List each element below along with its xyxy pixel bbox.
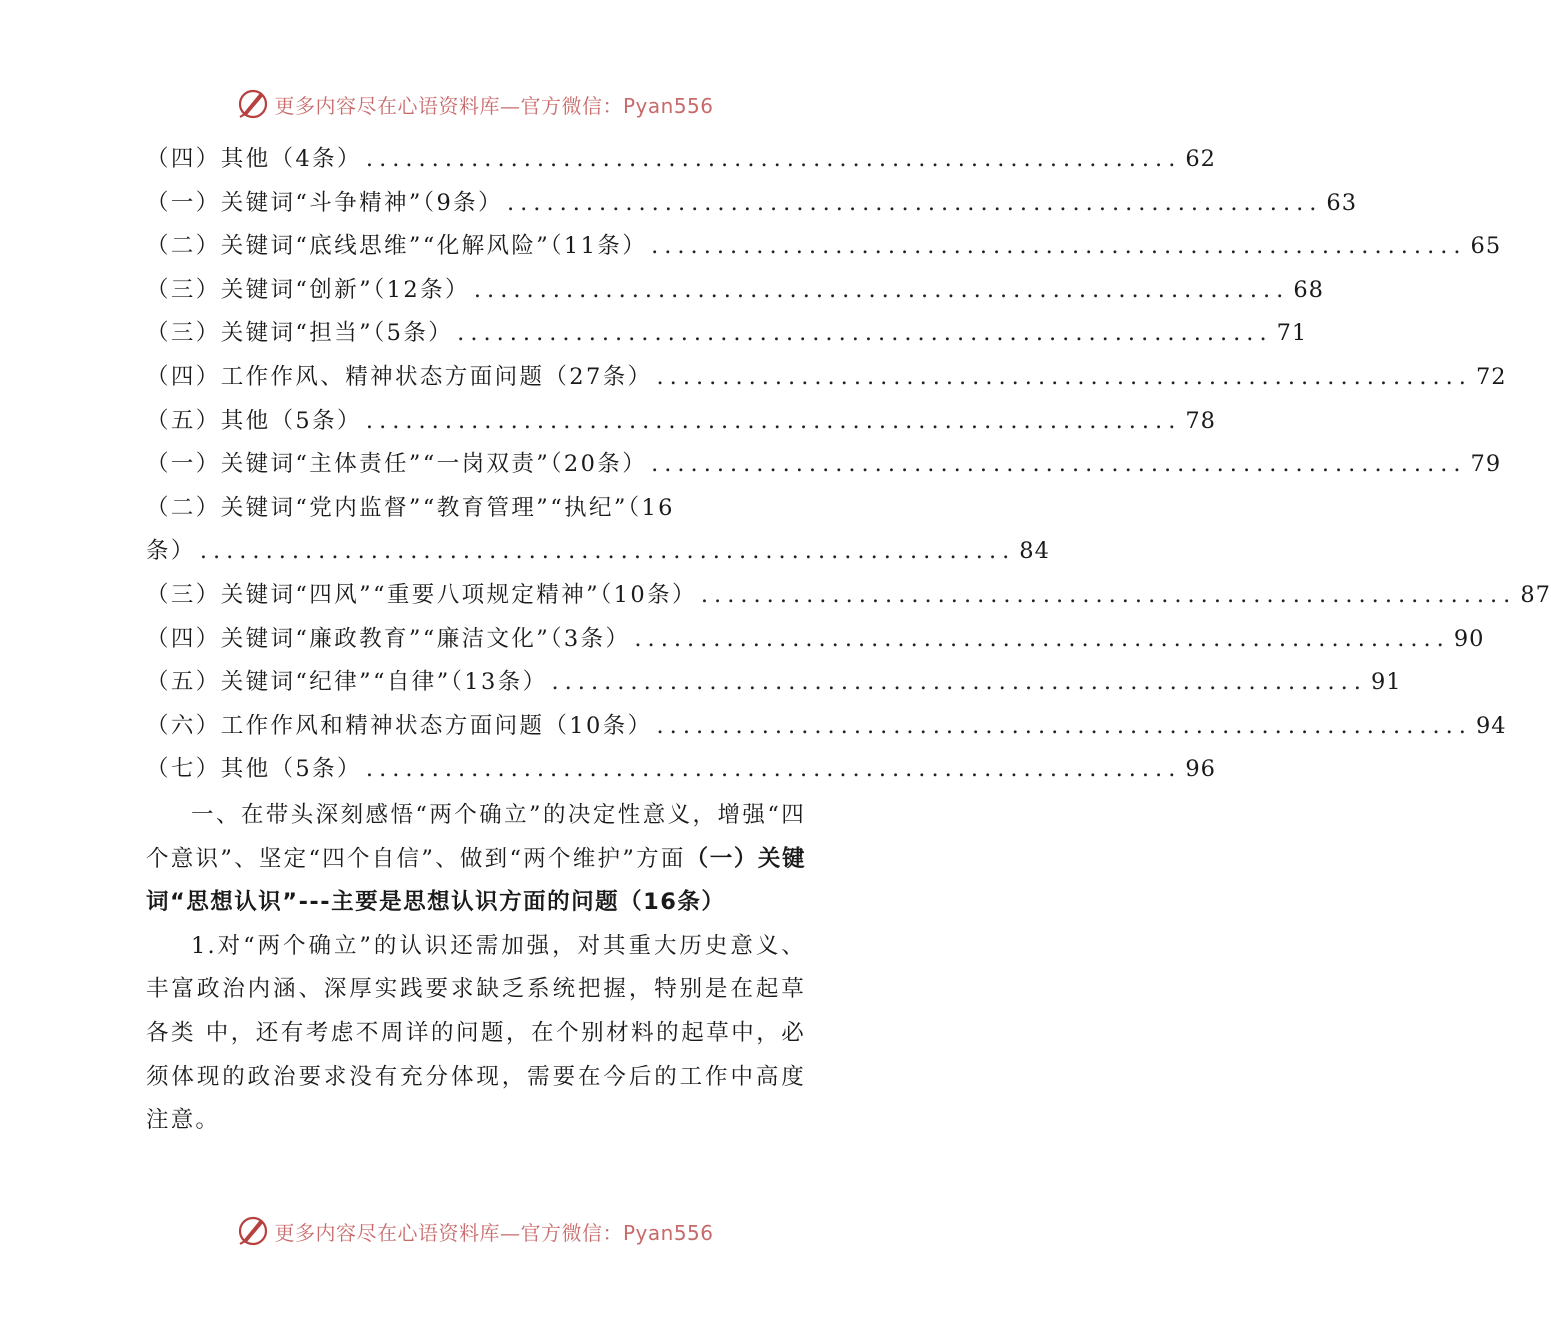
- toc-page-number: 96: [1185, 756, 1216, 783]
- toc-page-number: 91: [1370, 669, 1402, 696]
- toc-page-number: 72: [1475, 363, 1507, 390]
- toc-page-number: 78: [1185, 407, 1216, 434]
- dot-leader: ..............................................................: [656, 363, 1472, 390]
- toc-entry[interactable]: （四）其他（4条） .............................................................. 62: [146, 138, 806, 182]
- dot-leader: ..............................................................: [365, 407, 1182, 434]
- toc-entry[interactable]: 条） .............................................................. 84: [146, 530, 806, 574]
- dot-leader: ..............................................................: [457, 320, 1273, 347]
- toc-entry[interactable]: （三）关键词“担当”（5条） .............................................................. 71: [146, 312, 806, 356]
- quill-pen-logo-icon: [236, 87, 270, 121]
- item-paragraph: 1.对“两个确立”的认识还需加强，对其重大历史意义、丰富政治内涵、深厚实践要求缺乏系统把握，特别是在起草各类 中，还有考虑不周详的问题，在个别材料的起草中，必须体现的政治要求没有充分体现，需要在今后的工作中高度注意。: [146, 932, 806, 1134]
- dot-leader: ..............................................................: [651, 233, 1467, 260]
- section-paragraph: [146, 794, 806, 925]
- banner-text: 更多内容尽在心语资料库—官方微信：Pyan556: [274, 1220, 714, 1245]
- section-heading: （一）关键词“思想认识”---主要是思想认识方面的问题（16条）: [146, 845, 806, 916]
- toc-page-number: 63: [1326, 189, 1358, 216]
- dot-leader: ..............................................................: [506, 189, 1323, 216]
- banner-text: 更多内容尽在心语资料库—官方微信：Pyan556: [274, 93, 714, 118]
- toc-entry[interactable]: （五）其他（5条） .............................................................. 78: [146, 400, 806, 444]
- toc-entry[interactable]: （五）关键词“纪律”“自律”（13条） .............................................................. 91: [146, 661, 806, 705]
- table-of-contents: [146, 138, 1551, 792]
- toc-page-number: 71: [1276, 320, 1308, 347]
- dot-leader: ..............................................................: [656, 712, 1472, 739]
- toc-page-number: 68: [1293, 276, 1324, 303]
- dot-leader: ..............................................................: [199, 538, 1016, 565]
- toc-page-number: 79: [1470, 451, 1502, 478]
- toc-entry[interactable]: （一）关键词“斗争精神”（9条） .............................................................. 63: [146, 182, 806, 226]
- toc-page-number: 65: [1470, 233, 1502, 260]
- toc-entry[interactable]: （四）工作作风、精神状态方面问题（27条） .............................................................. 72: [146, 356, 806, 400]
- toc-entry[interactable]: （四）关键词“廉政教育”“廉洁文化”（3条） .............................................................. 90: [146, 618, 806, 662]
- toc-entry[interactable]: （一）关键词“主体责任”“一岗双责”（20条） .............................................................. 79: [146, 443, 806, 487]
- toc-entry[interactable]: （六）工作作风和精神状态方面问题（10条） .............................................................. 94: [146, 705, 806, 749]
- dot-leader: ..............................................................: [551, 669, 1367, 696]
- section-intro: 一、在带头深刻感悟“两个确立”的决定性意义，增强“四个意识”、坚定“四个自信”、做到“两个维护”方面: [146, 802, 806, 872]
- dot-leader: ..............................................................: [365, 146, 1182, 172]
- toc-entry[interactable]: （七）其他（5条） .............................................................. 96: [146, 748, 806, 792]
- header-banner: [0, 84, 950, 124]
- dot-leader: ..............................................................: [634, 625, 1450, 652]
- document-body: [146, 794, 806, 1143]
- dot-leader: ..............................................................: [700, 581, 1517, 608]
- dot-leader: ..............................................................: [651, 451, 1467, 478]
- toc-page-number: 94: [1475, 712, 1507, 739]
- toc-page-number: 90: [1453, 625, 1485, 652]
- toc-page-number: 84: [1019, 538, 1050, 565]
- toc-page-number: 87: [1520, 581, 1551, 608]
- quill-pen-logo-icon: [236, 1214, 270, 1248]
- toc-entry[interactable]: （三）关键词“创新”（12条） .............................................................. 68: [146, 269, 806, 313]
- toc-page-number: 62: [1185, 146, 1216, 172]
- toc-entry[interactable]: （二）关键词“底线思维”“化解风险”（11条） .............................................................. 65: [146, 225, 806, 269]
- toc-entry-wrapped-line[interactable]: （二）关键词“党内监督”“教育管理”“执纪”（16: [146, 494, 675, 521]
- dot-leader: ..............................................................: [473, 276, 1290, 303]
- toc-entry[interactable]: （三）关键词“四风”“重要八项规定精神”（10条） .............................................................. 87: [146, 574, 806, 618]
- footer-banner: [0, 1211, 950, 1251]
- dot-leader: ..............................................................: [365, 756, 1182, 783]
